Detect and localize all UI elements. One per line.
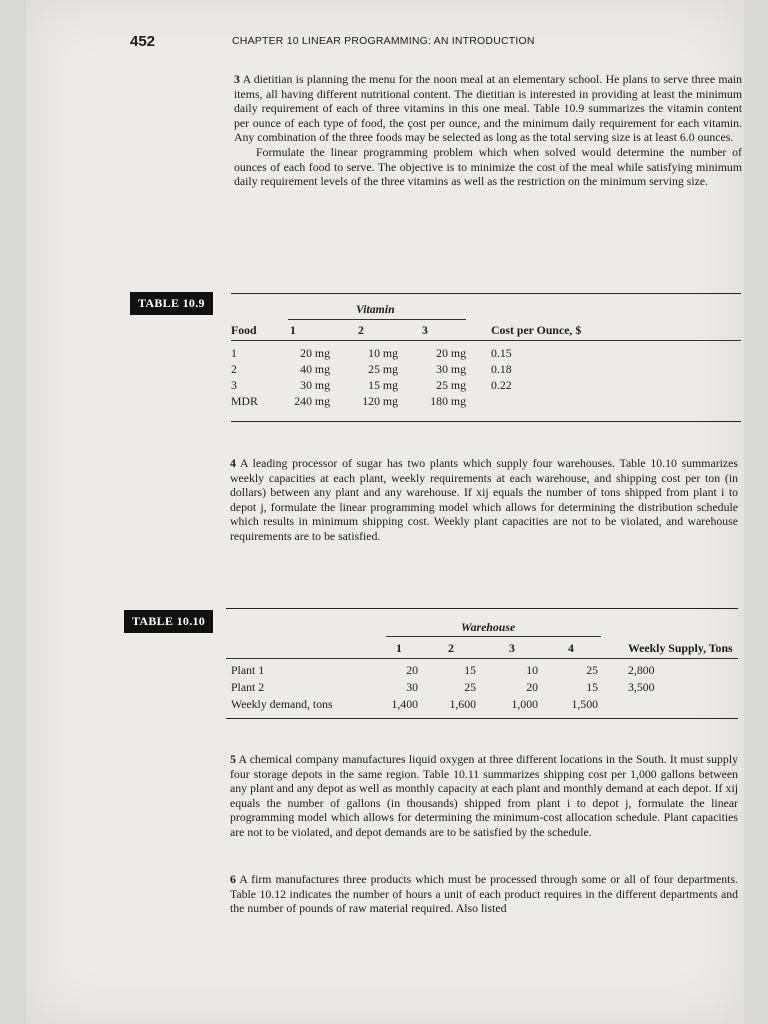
table-cell: 240 mg: [294, 394, 330, 408]
table-cell: MDR: [231, 394, 258, 408]
table-cell: 3: [231, 378, 237, 392]
table-cell: 15 mg: [368, 378, 398, 392]
problem-5: [230, 752, 738, 840]
table-cell: 180 mg: [430, 394, 466, 408]
table-cell: 0.15: [491, 346, 512, 360]
table-header: 2: [358, 323, 364, 337]
header-rule: [231, 340, 741, 341]
table-cell: 40 mg: [300, 362, 330, 376]
problem-3: [234, 72, 742, 189]
table-cell: 2: [231, 362, 237, 376]
table-10-9-label: TABLE 10.9: [130, 292, 213, 315]
table-cell: 1,000: [511, 697, 538, 711]
table-cell: Weekly demand, tons: [231, 697, 333, 711]
page-header: [26, 33, 744, 53]
table-cell: 10 mg: [368, 346, 398, 360]
table-cell: 3,500: [628, 680, 655, 694]
table-group-header: Vitamin: [356, 302, 395, 316]
table-cell: 1: [231, 346, 237, 360]
table-cell: 120 mg: [362, 394, 398, 408]
group-rule: [386, 636, 601, 637]
page-number: 452: [130, 33, 156, 50]
table-cell: 15: [464, 663, 476, 677]
group-rule: [288, 319, 466, 320]
table-top-rule: [226, 608, 738, 609]
problem-paragraph-2: Formulate the linear programming problem which when solved would determine the number of ounces of each food to serve. The objective is to minimize the cost of the meal while satisfying minimum daily requirement levels of the three vitamins as well as the restriction on the minimum serving size.: [234, 144, 742, 189]
table-cell: 10: [526, 663, 538, 677]
textbook-page: [26, 0, 744, 1024]
problem-number: 5: [230, 752, 236, 766]
table-cell: 20 mg: [436, 346, 466, 360]
problem-number: 3: [234, 72, 240, 86]
problem-text: A leading processor of sugar has two plants which supply four warehouses. Table 10.10 summarizes weekly capacities at each plant, weekly requirements at each warehouse, and shipping cost per ton (in dollars) between any plant and any warehouse. If xij equals the number of tons shipped from plant i to depot j, formulate the linear programming model which allows for determining the distribution schedule which results in minimum shipping cost. Weekly plant capacities are not to be violated, and warehouse requirements are to be satisfied.: [230, 456, 738, 543]
table-cell: 30 mg: [300, 378, 330, 392]
problem-text: A dietitian is planning the menu for the noon meal at an elementary school. He plans to serve three main items, all having different nutritional content. The dietitian is interested in providing at least the minimum daily requirement of each of three vitamins in this one meal. Table 10.9 summarizes the vitamin content per ounce of each type of food, the çost per ounce, and the minimum daily requirement for each vitamin. Any combination of the three foods may be selected as long as the total serving size is at least 6.0 ounces.: [234, 72, 742, 145]
table-cell: 1,600: [449, 697, 476, 711]
table-header: 1: [396, 641, 402, 655]
table-cell: 0.18: [491, 362, 512, 376]
table-cell: 20 mg: [300, 346, 330, 360]
table-header: 3: [509, 641, 515, 655]
problem-number: 6: [230, 872, 236, 886]
table-cell: 0.22: [491, 378, 512, 392]
header-rule: [226, 658, 738, 659]
table-bottom-rule: [226, 718, 738, 719]
table-header: Food: [231, 323, 257, 337]
problem-6: [230, 872, 738, 916]
table-cell: 1,500: [571, 697, 598, 711]
table-header: 1: [290, 323, 296, 337]
table-cell: 25: [586, 663, 598, 677]
table-header: Weekly Supply, Tons: [628, 641, 733, 655]
table-top-rule: [231, 293, 741, 294]
table-header: 2: [448, 641, 454, 655]
problem-4: [230, 456, 738, 544]
problem-text: A chemical company manufactures liquid oxygen at three different locations in the South. It must supply four storage depots in the same region. Table 10.11 summarizes shipping cost per 1,000 gallons between any plant and any depot as well as monthly capacity at each plant and monthly demand at each depot. If xij equals the number of gallons (in thousands) shipped from plant i to depot j, formulate the linear programming model which allows for determining the minimum-cost allocation schedule. Plant capacities are not to be violated, and depot demands are to be satisfied by the schedule.: [230, 752, 738, 839]
table-cell: 25 mg: [368, 362, 398, 376]
table-group-header: Warehouse: [461, 620, 516, 634]
chapter-title: CHAPTER 10 LINEAR PROGRAMMING: AN INTRODUCTION: [232, 35, 535, 47]
table-cell: 30: [406, 680, 418, 694]
problem-number: 4: [230, 456, 236, 470]
table-header: 4: [568, 641, 574, 655]
table-cell: 20: [406, 663, 418, 677]
table-cell: 25 mg: [436, 378, 466, 392]
table-cell: 30 mg: [436, 362, 466, 376]
table-cell: 20: [526, 680, 538, 694]
table-cell: 1,400: [391, 697, 418, 711]
table-cell: 2,800: [628, 663, 655, 677]
table-header: 3: [422, 323, 428, 337]
table-cell: Plant 2: [231, 680, 265, 694]
table-bottom-rule: [231, 421, 741, 422]
table-10-10-label: TABLE 10.10: [124, 610, 213, 633]
problem-text: A firm manufactures three products which must be processed through some or all of four departments. Table 10.12 indicates the number of hours a unit of each product requires in the different departments and the number of pounds of raw material required. Also listed: [230, 872, 738, 916]
table-cell: 15: [586, 680, 598, 694]
table-cell: 25: [464, 680, 476, 694]
table-cell: Plant 1: [231, 663, 265, 677]
table-header: Cost per Ounce, $: [491, 323, 582, 337]
